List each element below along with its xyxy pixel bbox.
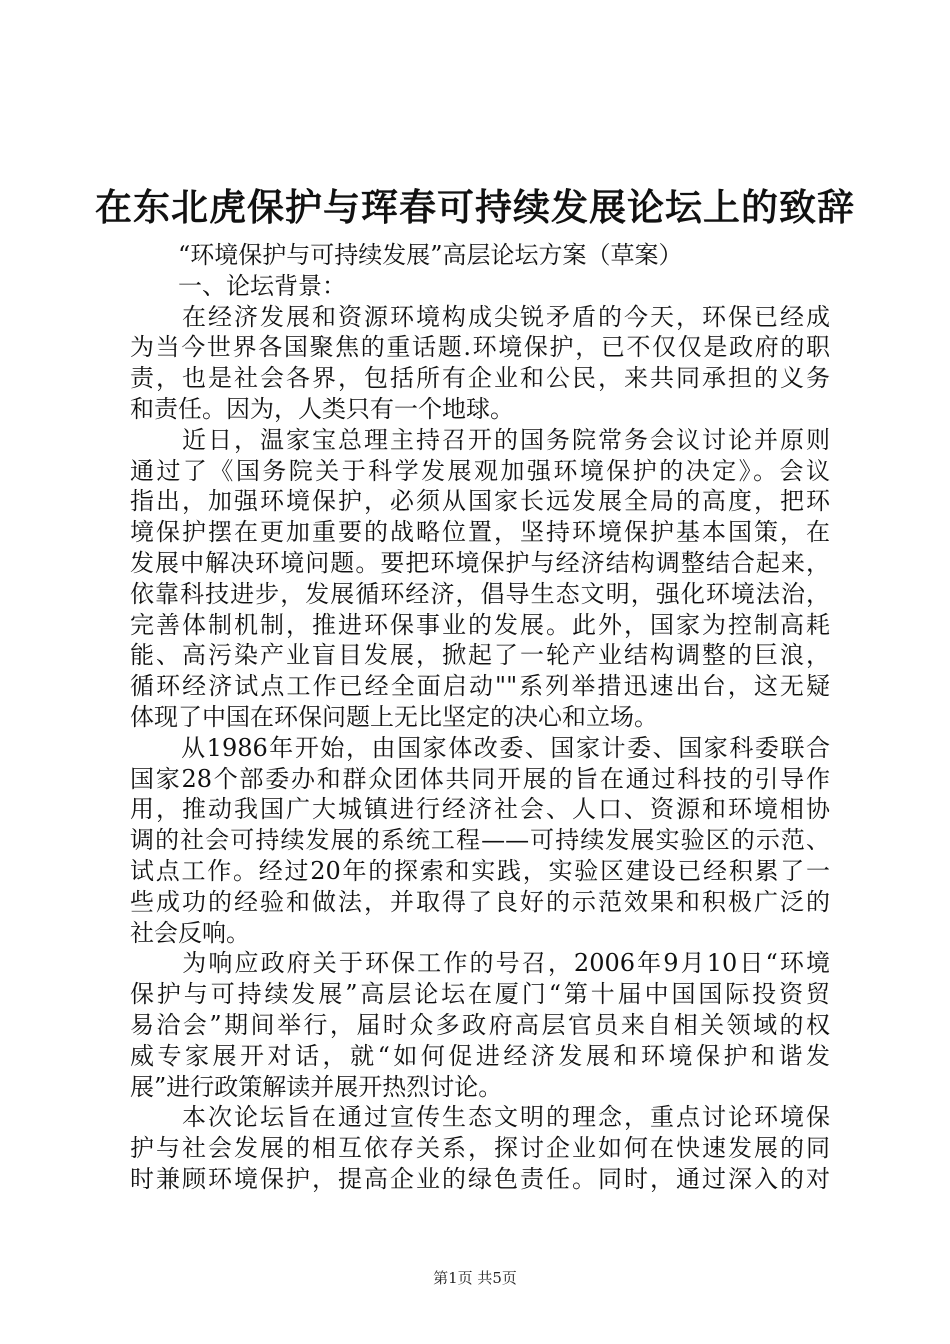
text-line: 威专家展开对话，就“如何促进经济发展和环境保护和谐发	[130, 1041, 830, 1070]
text-line: “环境保护与可持续发展”高层论坛方案（草案）	[130, 241, 683, 269]
text-line: 循环经济试点工作已经全面启动""系列举措迅速出台，这无疑	[130, 672, 830, 701]
text-line: 依靠科技进步，发展循环经济，倡导生态文明，强化环境法治，	[130, 579, 830, 608]
text-line: 境保护摆在更加重要的战略位置，坚持环境保护基本国策，在	[130, 518, 830, 547]
text-line: 调的社会可持续发展的系统工程——可持续发展实验区的示范、	[130, 826, 830, 855]
text-line: 展”进行政策解读并展开热烈讨论。	[130, 1072, 503, 1101]
text-line: 从1986年开始，由国家体改委、国家计委、国家科委联合	[130, 733, 830, 762]
text-line: 完善体制机制，推进环保事业的发展。此外，国家为控制高耗	[130, 610, 830, 639]
text-line: 国家28个部委办和群众团体共同开展的旨在通过科技的引导作	[130, 764, 830, 793]
text-line: 责，也是社会各界，包括所有企业和公民，来共同承担的义务	[130, 364, 830, 393]
document-title: 在东北虎保护与珲春可持续发展论坛上的致辞	[95, 186, 855, 229]
text-line: 易洽会”期间举行，届时众多政府高层官员来自相关领域的权	[130, 1010, 830, 1039]
text-line: 体现了中国在环保问题上无比坚定的决心和立场。	[130, 702, 658, 731]
document-body	[130, 240, 830, 1195]
text-line: 为当今世界各国聚焦的重话题.环境保护，已不仅仅是政府的职	[130, 333, 830, 362]
text-line: 能、高污染产业盲目发展，掀起了一轮产业结构调整的巨浪，	[130, 641, 830, 670]
text-line: 本次论坛旨在通过宣传生态文明的理念，重点讨论环境保	[130, 1103, 830, 1132]
text-line: 发展中解决环境问题。要把环境保护与经济结构调整结合起来，	[130, 548, 830, 577]
page-number: 第1页 共5页	[433, 1269, 517, 1287]
text-line: 和责任。因为，人类只有一个地球。	[130, 394, 514, 423]
text-line: 社会反响。	[130, 918, 250, 947]
text-line: 试点工作。经过20年的探索和实践，实验区建设已经积累了一	[130, 856, 830, 885]
text-line: 通过了《国务院关于科学发展观加强环境保护的决定》。会议	[130, 456, 830, 485]
text-line: 护与社会发展的相互依存关系，探讨企业如何在快速发展的同	[130, 1134, 830, 1163]
text-line: 时兼顾环境保护，提高企业的绿色责任。同时，通过深入的对	[130, 1164, 830, 1193]
text-line: 在经济发展和资源环境构成尖锐矛盾的今天，环保已经成	[130, 302, 830, 331]
text-line: 近日，温家宝总理主持召开的国务院常务会议讨论并原则	[130, 425, 830, 454]
text-line: 为响应政府关于环保工作的号召，2006年9月10日“环境	[130, 949, 830, 978]
text-line: 保护与可持续发展”高层论坛在厦门“第十届中国国际投资贸	[130, 980, 830, 1009]
text-line: 指出，加强环境保护，必须从国家长远发展全局的高度，把环	[130, 487, 830, 516]
text-line: 些成功的经验和做法，并取得了良好的示范效果和积极广泛的	[130, 887, 830, 916]
text-line: 用，推动我国广大城镇进行经济社会、人口、资源和环境相协	[130, 795, 830, 824]
text-line: 一、论坛背景：	[130, 271, 346, 300]
